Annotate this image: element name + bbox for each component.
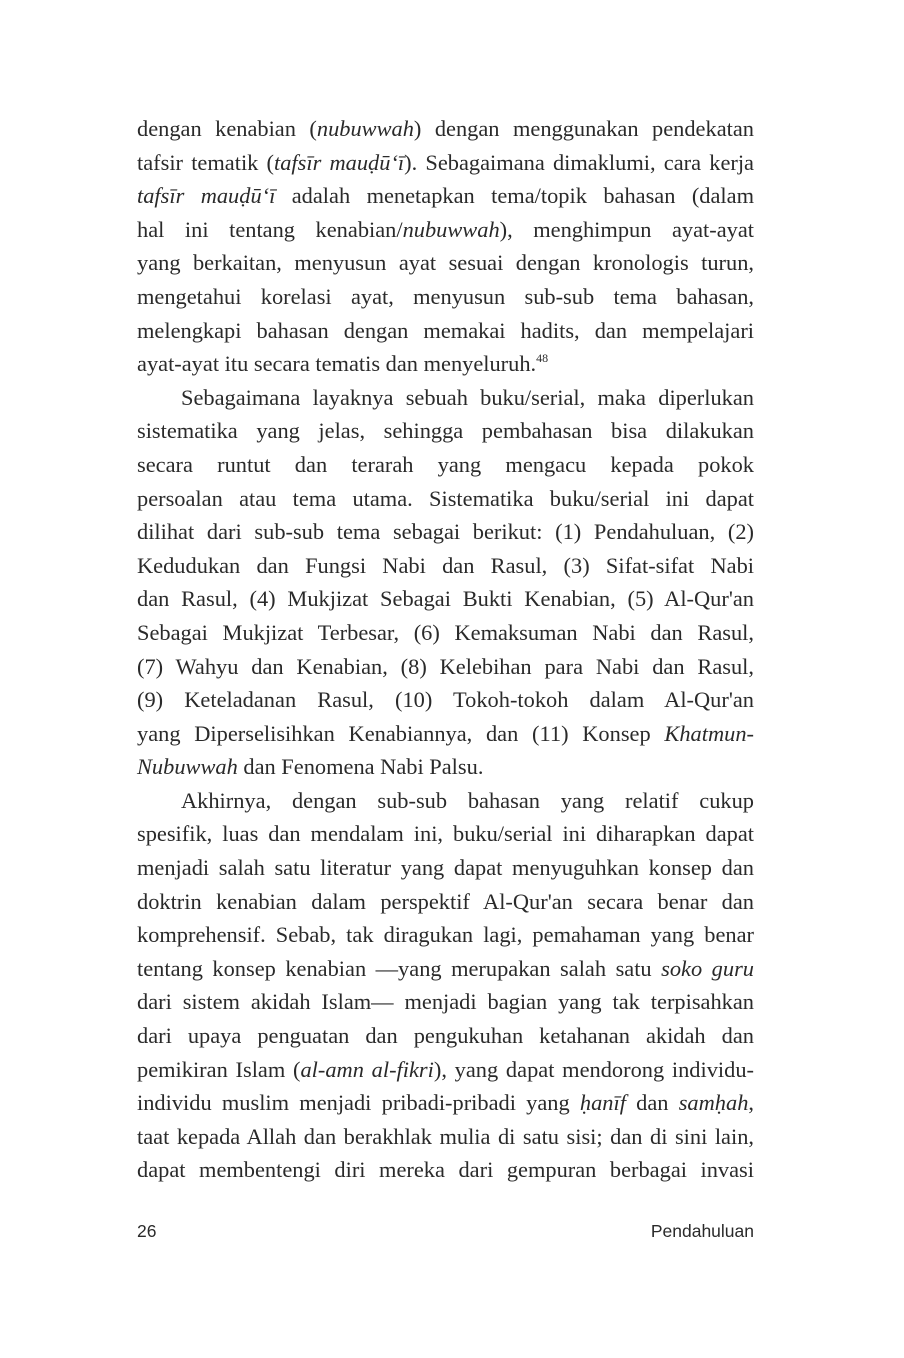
text-run: individu muslim menjadi pribadi-pribadi yang bbox=[137, 1090, 580, 1116]
text-line bbox=[137, 683, 754, 717]
text-run: doktrin kenabian dalam perspektif Al-Qur'an secara benar dan bbox=[137, 888, 754, 914]
text-run: persoalan atau tema utama. Sistematika buku/serial ini dapat bbox=[137, 485, 754, 511]
italic-term: tafsīr mauḍū‘ī bbox=[137, 183, 276, 209]
text-run: , bbox=[748, 1090, 754, 1116]
page-footer bbox=[137, 1221, 754, 1242]
text-run: tafsir tematik ( bbox=[137, 149, 275, 175]
text-run: ) dengan menggunakan pendekatan bbox=[413, 116, 754, 141]
text-line bbox=[137, 918, 754, 952]
text-run: (7) Wahyu dan Kenabian, (8) Kelebihan para Nabi dan Rasul, bbox=[137, 653, 754, 679]
text-line bbox=[137, 985, 754, 1019]
text-line bbox=[137, 952, 754, 986]
text-run: (9) Keteladanan Rasul, (10) Tokoh-tokoh dalam Al-Qur'an bbox=[137, 687, 754, 713]
italic-term: Khatmun- bbox=[664, 720, 754, 746]
text-line bbox=[137, 280, 754, 314]
text-run: sistematika yang jelas, sehingga pembahasan bisa dilakukan bbox=[137, 418, 754, 444]
italic-term: Nubuwwah bbox=[137, 754, 238, 780]
text-run: Akhirnya, dengan sub-sub bahasan yang relatif cukup bbox=[181, 787, 754, 813]
text-line bbox=[137, 885, 754, 919]
text-line bbox=[137, 750, 754, 784]
text-line bbox=[137, 1086, 754, 1120]
text-line bbox=[137, 1153, 754, 1187]
text-run: hal ini tentang kenabian/ bbox=[137, 216, 403, 242]
running-footer-title: Pendahuluan bbox=[650, 1221, 754, 1241]
text-line bbox=[137, 112, 754, 146]
text-line bbox=[137, 650, 754, 684]
text-run: yang Diperselisihkan Kenabiannya, dan (11) Konsep bbox=[137, 720, 665, 746]
text-run: yang berkaitan, menyusun ayat sesuai dengan kronologis turun, bbox=[137, 250, 754, 276]
text-run: ). Sebagaimana dimaklumi, cara kerja bbox=[404, 149, 754, 175]
body-text bbox=[137, 112, 754, 1187]
text-line bbox=[137, 717, 754, 751]
italic-term: nubuwwah bbox=[316, 116, 414, 141]
text-run: dan Rasul, (4) Mukjizat Sebagai Bukti Kenabian, (5) Al-Qur'an bbox=[137, 586, 754, 612]
text-line bbox=[137, 347, 754, 381]
text-run: mengetahui korelasi ayat, menyusun sub-sub tema bahasan, bbox=[137, 283, 754, 309]
italic-term: ḥanīf bbox=[579, 1090, 626, 1116]
text-line bbox=[137, 482, 754, 516]
text-line bbox=[137, 1120, 754, 1154]
text-line bbox=[137, 616, 754, 650]
text-run: dapat membentengi diri mereka dari gempuran berbagai invasi bbox=[137, 1157, 754, 1183]
text-run: Sebagaimana layaknya sebuah buku/serial, maka diperlukan bbox=[181, 384, 754, 410]
text-run: spesifik, luas dan mendalam ini, buku/serial ini diharapkan dapat bbox=[137, 821, 754, 847]
text-line bbox=[137, 381, 754, 415]
text-line bbox=[137, 414, 754, 448]
text-run: Sebagai Mukjizat Terbesar, (6) Kemaksuman Nabi dan Rasul, bbox=[137, 619, 754, 645]
italic-term: samḥah bbox=[678, 1090, 749, 1116]
paragraph bbox=[137, 381, 754, 784]
paragraph bbox=[137, 784, 754, 1187]
text-run: dengan kenabian ( bbox=[137, 116, 317, 141]
text-line bbox=[137, 851, 754, 885]
text-run: secara runtut dan terarah yang mengacu kepada pokok bbox=[137, 451, 754, 477]
text-run: taat kepada Allah dan berakhlak mulia di satu sisi; dan di sini lain, bbox=[137, 1123, 754, 1149]
italic-term: tafsīr mauḍū‘ī bbox=[274, 149, 405, 175]
text-run: dan bbox=[625, 1090, 679, 1116]
italic-term: al-amn al-fikri bbox=[300, 1056, 434, 1082]
text-line bbox=[137, 1053, 754, 1087]
footnote-marker: 48 bbox=[536, 351, 549, 366]
text-run: Kedudukan dan Fungsi Nabi dan Rasul, (3) Sifat-sifat Nabi bbox=[137, 552, 754, 578]
text-line bbox=[137, 146, 754, 180]
text-run: ayat-ayat itu secara tematis dan menyeluruh. bbox=[137, 351, 537, 377]
text-run: ), menghimpun ayat-ayat bbox=[499, 216, 754, 242]
text-run: tentang konsep kenabian —yang merupakan salah satu bbox=[137, 955, 662, 981]
text-run: dari upaya penguatan dan pengukuhan ketahanan akidah dan bbox=[137, 1023, 754, 1049]
text-line bbox=[137, 448, 754, 482]
text-line bbox=[137, 515, 754, 549]
text-run: komprehensif. Sebab, tak diragukan lagi, pemahaman yang benar bbox=[137, 922, 754, 948]
italic-term: nubuwwah bbox=[402, 216, 500, 242]
text-run: dan Fenomena Nabi Palsu. bbox=[237, 754, 484, 780]
text-line bbox=[137, 817, 754, 851]
paragraph bbox=[137, 112, 754, 381]
text-line bbox=[137, 549, 754, 583]
text-line bbox=[137, 582, 754, 616]
page-number: 26 bbox=[137, 1221, 157, 1241]
text-run: adalah menetapkan tema/topik bahasan (dalam bbox=[275, 183, 755, 209]
text-run: pemikiran Islam ( bbox=[137, 1056, 301, 1082]
text-line bbox=[137, 314, 754, 348]
text-run: dari sistem akidah Islam— menjadi bagian yang tak terpisahkan bbox=[137, 989, 754, 1015]
italic-term: soko guru bbox=[661, 955, 754, 981]
text-run: menjadi salah satu literatur yang dapat menyuguhkan konsep dan bbox=[137, 855, 754, 881]
text-run: ), yang dapat mendorong individu- bbox=[433, 1056, 754, 1082]
text-line bbox=[137, 784, 754, 818]
text-line bbox=[137, 1019, 754, 1053]
text-run: melengkapi bahasan dengan memakai hadits, dan mempelajari bbox=[137, 317, 754, 343]
text-run: dilihat dari sub-sub tema sebagai berikut: (1) Pendahuluan, (2) bbox=[137, 519, 754, 545]
text-line bbox=[137, 179, 754, 213]
text-line bbox=[137, 213, 754, 247]
text-line bbox=[137, 246, 754, 280]
